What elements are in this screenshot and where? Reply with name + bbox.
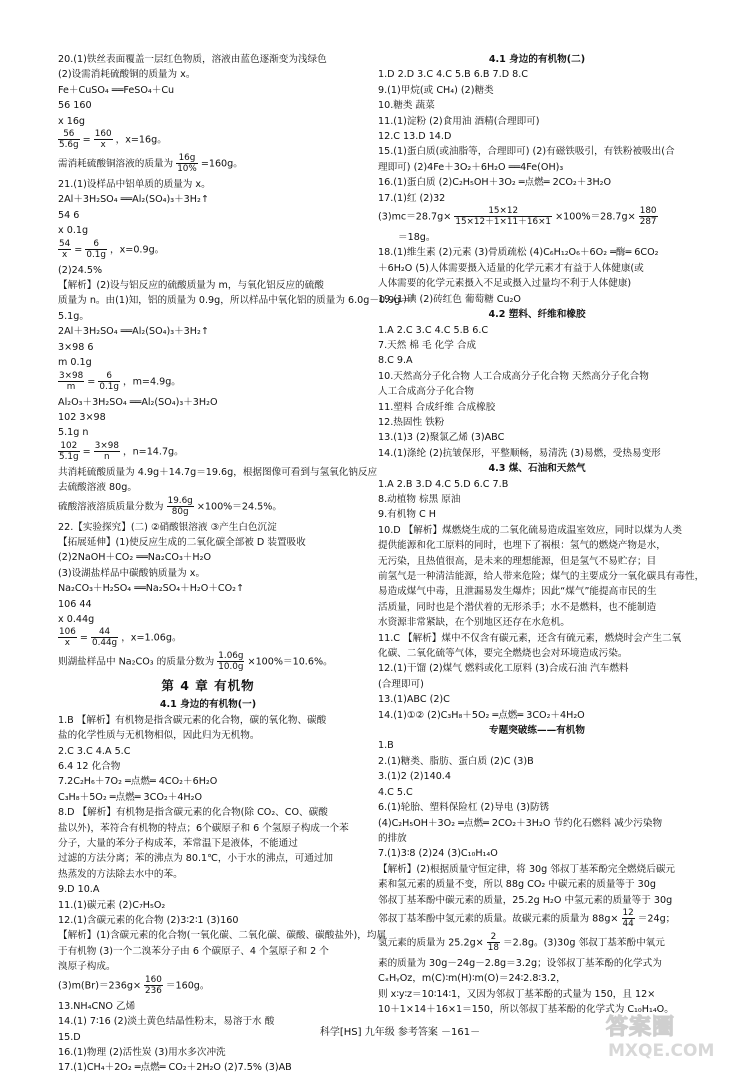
text-line: 则 x∶y∶z＝10∶14∶1，又因为邻叔丁基苯酚的式量为 150，且 12× — [378, 988, 656, 1000]
equation-line: 2Al＋3H₂SO₄ ══Al₂(SO₄)₃＋3H₂↑ — [58, 326, 209, 338]
text-line: 17.(1)红 (2)32 — [378, 192, 446, 204]
text-line: 10.天然高分子化合物 人工合成高分子化合物 天然高分子化合物 — [378, 370, 649, 382]
text-line: 12.(1)含碳元素的化合物 (2)3∶2∶1 (3)160 — [58, 915, 239, 927]
text-line: 水资源非常紧缺，在个别地区还存在水危机。 — [378, 617, 570, 629]
section-heading: 4.1 身边的有机物(一) — [159, 699, 257, 711]
text-line: 15.(1)蛋白质(或油脂等，合理即可) (2)有磁铁吸引，有铁粉被吸出(合 — [378, 146, 675, 158]
text-line: 11.(1)碳元素 (2)C₇H₅O₂ — [58, 899, 166, 911]
fraction-equation: $\frac{54}{x}$ = $\frac{6}{0.1g}$ ，x=0.9g。 — [59, 238, 165, 260]
page-footer: 科学[HS] 九年级 参考答案 －161－ — [319, 1027, 481, 1038]
text-line: 10.D 【解析】煤燃烧生成的二氧化硫易造成温室效应，同时以煤为人类 — [378, 524, 682, 536]
text-line: x 0.1g — [58, 225, 89, 237]
text-line: 7.(1)3∶8 (2)24 (3)C₁₀H₁₄O — [378, 848, 498, 860]
text-line: 11.(1)淀粉 (2)食用油 酒精(合理即可) — [378, 115, 540, 127]
equation-line: 16.(1)蛋白质 (2)C₂H₅OH＋3O₂ ═点燃═ 2CO₂＋3H₂O — [378, 177, 612, 189]
equation-line: Al₂O₃＋3H₂SO₄ ══Al₂(SO₄)₃＋3H₂O — [58, 396, 218, 408]
fraction-equation: $\frac{102}{5.1g}$ = $\frac{3\times 98}{n}$ ，n=14.7g。 — [59, 440, 184, 462]
text-line: 【拓展延伸】(1)使反应生成的二氧化碳全部被 D 装置吸收 — [58, 536, 306, 548]
equation-line: C₃H₈＋5O₂ ═点燃═ 3CO₂＋4H₂O — [58, 791, 203, 803]
text-line: CₓHᵧOz，m(C)∶m(H)∶m(O)＝24∶2.8∶3.2， — [378, 973, 566, 985]
text-line: 人体需要的化学元素摄入不足或摄入过量均不利于人体健康) — [378, 278, 632, 290]
text-line: 9.有机物 C H — [378, 509, 436, 521]
text-line: 易造成煤气中毒，且泄漏易发生爆炸；因此“煤气”能提高市民的生 — [378, 586, 657, 598]
text-line: 19.(1)碘 (2)砖红色 葡萄糖 Cu₂O — [378, 293, 521, 305]
text-line: 前氢气是一种清洁能源，给人带来危险；煤气的主要成分一氧化碳具有毒性， — [378, 571, 705, 582]
equation-line: 2Al＋3H₂SO₄ ══Al₂(SO₄)₃＋3H₂↑ — [58, 194, 209, 206]
equation-line: 17.(1)CH₄＋2O₂ ═点燃═ CO₂＋2H₂O (2)7.5% (3)AB — [58, 1062, 292, 1074]
text-line: 14.(1) 7∶16 (2)淡土黄色结晶性粉末，易溶于水 酸 — [58, 1016, 275, 1028]
watermark-logo — [602, 1010, 742, 1062]
equation-line: (2)2NaOH＋CO₂ ══Na₂CO₃＋H₂O — [58, 552, 212, 564]
text-line: 3.(1)2 (2)140.4 — [378, 771, 451, 783]
text-line: 22.【实验探究】(二) ②硝酸银溶液 ③产生白色沉淀 — [58, 521, 277, 533]
text-line: 15.D — [58, 1031, 81, 1043]
fraction-equation: 邻叔丁基苯酚中氢元素的质量。故碳元素的质量为 88g× $\frac{12}{44}$ ＝24g； — [378, 907, 676, 929]
fraction-equation: 氢元素的质量为 25.2g× $\frac{2}{18}$ ＝2.8g。(3)30g 邻叔丁基苯酚中氧元 — [378, 931, 665, 953]
equation-line: 7.2C₂H₆＋7O₂ ═点燃═ 4CO₂＋6H₂O — [58, 776, 218, 788]
text-line: 盐以外)，苯符合有机物的特点；6个碳原子和 6 个氢原子构成一个苯 — [58, 822, 349, 834]
text-line: 1.B 【解析】有机物是指含碳元素的化合物，碳的氧化物、碳酸 — [58, 714, 327, 726]
text-line: 13.(1)ABC (2)C — [378, 694, 450, 706]
text-line: 10＋1×14＋16×1＝150，所以邻叔丁基苯酚的化学式为 C₁₀H₁₄O。 — [378, 1004, 674, 1016]
text-line: 12.(1)干馏 (2)煤气 燃料或化工原料 (3)合成石油 汽车燃料 — [378, 663, 629, 675]
equation-line: Fe＋CuSO₄ ══FeSO₄＋Cu — [58, 84, 175, 96]
text-line: 共消耗硫酸质量为 4.9g＋14.7g＝19.6g，根据图像可看到与氢氧化钠反应 — [58, 466, 378, 478]
text-line: 化碳、二氧化硫等气体，要完全燃烧也会对环境造成污染。 — [378, 648, 628, 660]
text-line: m 0.1g — [58, 357, 92, 369]
section-heading: 专题突破练——有机物 — [489, 725, 585, 737]
equation-line: Na₂CO₃＋H₂SO₄ ══Na₂SO₄＋H₂O＋CO₂↑ — [58, 583, 245, 595]
text-line: (2)24.5% — [58, 264, 103, 276]
text-line: x 16g — [58, 115, 86, 127]
equation-line: (4)C₂H₅OH＋3O₂ ═点燃═ 2CO₂＋3H₂O 节约化石燃料 减少污染物 — [378, 817, 663, 829]
fraction-equation: 则湖盐样品中 Na₂CO₃ 的质量分数为 $\frac{1.06g}{10.0g}$ ×100%＝10.6%。 — [58, 651, 333, 673]
text-line: 21.(1)设样品中铝单质的质量为 x。 — [58, 179, 211, 191]
text-line: 13.NH₄CNO 乙烯 — [58, 1000, 136, 1012]
text-line: 11.C 【解析】煤中不仅含有碳元素，还含有硫元素，燃烧时会产生二氧 — [378, 632, 682, 644]
text-line: 9.(1)甲烷(或 CH₄) (2)糖类 — [378, 84, 494, 96]
text-line: 分子，大量的苯分子构成苯，苯常温下是液体，不能通过 — [58, 838, 298, 850]
text-line: 1.A 2.C 3.C 4.C 5.B 6.C — [378, 324, 489, 336]
text-line: 2.(1)糖类、脂肪、蛋白质 (2)C (3)B — [378, 755, 534, 767]
fraction-equation: $\frac{56}{5.6g}$ = $\frac{160}{x}$ ，x=16g。 — [59, 129, 167, 151]
text-line: 12.C 13.D 14.D — [378, 131, 452, 143]
chapter-heading: 第 4 章 有机物 — [161, 678, 255, 694]
text-line: 人工合成高分子化合物 — [378, 386, 474, 398]
text-line: 6.(1)轮胎、塑料保险杠 (2)导电 (3)防锈 — [378, 802, 550, 814]
text-line: (2)设需消耗硫酸铜的质量为 x。 — [58, 69, 196, 81]
text-line: 8.C 9.A — [378, 355, 413, 367]
text-line: 邻叔丁基苯酚中碳元素的质量，25.2g H₂O 中氢元素的质量等于 30g — [378, 894, 673, 906]
text-line: 盐的化学性质与无机物相似，因此归为无机物。 — [58, 730, 260, 742]
watermark-site: MXQE.COM — [608, 1041, 715, 1061]
text-line: 1.B — [378, 740, 394, 752]
text-line: 活质量，同时也是个潜伏着的无形杀手；水不是燃料，也不能制造 — [378, 601, 657, 613]
text-line: 5.1g。 — [58, 310, 89, 322]
fraction-equation: $\frac{106}{x}$ = $\frac{44}{0.44g}$ ，x=1.06g。 — [59, 627, 182, 649]
text-line: 素的质量为 30g－24g－2.8g＝3.2g；设邻叔丁基苯酚的化学式为 — [378, 957, 662, 969]
text-line: 于有机物 (3)一个二溴苯分子由 6 个碳原子、4 个氢原子和 2 个 — [58, 945, 329, 957]
text-line: 7.天然 棉 毛 化学 合成 — [378, 339, 477, 351]
text-line: 20.(1)铁丝表面覆盖一层红色物质，溶液由蓝色逐渐变为浅绿色 — [58, 54, 327, 65]
text-line: 10.糖类 蔬菜 — [378, 100, 435, 112]
text-line: ＋6H₂O (5)人体需要摄入适量的化学元素才有益于人体健康(或 — [378, 262, 644, 274]
text-line: 102 3×98 — [58, 411, 106, 423]
text-line: (合理即可) — [378, 678, 424, 690]
section-heading: 4.3 煤、石油和天然气 — [488, 463, 586, 475]
section-heading: 4.2 塑料、纤维和橡胶 — [488, 309, 586, 321]
right-column — [378, 52, 705, 1018]
text-line: 5.1g n — [58, 427, 89, 439]
text-line: 去硫酸溶液 80g。 — [58, 482, 137, 494]
text-line: ＝18g。 — [398, 232, 436, 244]
text-line: 8.动植物 棕黑 原油 — [378, 493, 461, 505]
text-line: (3)设湖盐样品中碳酸钠质量为 x。 — [58, 567, 206, 579]
section-heading: 4.1 身边的有机物(二) — [488, 54, 586, 65]
text-line: 1.A 2.B 3.D 4.C 5.D 6.C 7.B — [378, 478, 509, 490]
text-line: 16.(1)物理 (2)活性炭 (3)用水多次冲洗 — [58, 1046, 226, 1058]
equation-line: 14.(1)①② (2)C₃H₈＋5O₂ ═点燃═ 3CO₂＋4H₂O — [378, 709, 585, 721]
text-line: 8.D 【解析】有机物是指含碳元素的化合物(除 CO₂、CO、碳酸 — [58, 807, 328, 819]
fraction-equation: (3)m(Br)＝236g× $\frac{160}{236}$ ＝160g。 — [58, 974, 210, 996]
text-line: 56 160 — [58, 100, 92, 112]
fraction-equation: 需消耗硫酸铜溶液的质量为 $\frac{16g}{10\%}$ =160g。 — [58, 153, 243, 175]
text-line: x 0.44g — [58, 613, 95, 625]
text-line: 6.4 12 化合物 — [58, 761, 121, 772]
text-line: 54 6 — [58, 209, 80, 221]
text-line: 12.热固性 铁粉 — [378, 416, 445, 428]
text-line: 无污染，且热值很高，是未来的理想能源，但是氢气不易贮存；目 — [378, 555, 657, 567]
text-line: 9.D 10.A — [58, 884, 100, 896]
text-line: 质量为 n。由(1)知，铝的质量为 0.9g，所以样品中氧化铝的质量为 6.0g－0.9g＝ — [58, 295, 410, 307]
text-line: 过滤的方法分离；苯的沸点为 80.1℃，小于水的沸点，可通过加 — [58, 853, 334, 865]
fraction-equation: $\frac{3\times 98}{m}$ = $\frac{6}{0.1g}$ ，m=4.9g。 — [59, 370, 181, 392]
text-line: 3×98 6 — [58, 341, 94, 353]
text-line: 4.C 5.C — [378, 786, 413, 798]
text-line: 提供能源和化工原料的同时，也埋下了祸根：氢气的燃烧产物是水， — [378, 540, 666, 552]
text-line: 106 44 — [58, 598, 92, 610]
text-line: 的排放 — [378, 832, 407, 844]
text-line: 【解析】(1)含碳元素的化合物(一氧化碳、二氧化碳、碳酸、碳酸盐外)，均属 — [58, 930, 387, 942]
text-line: 14.(1)涤纶 (2)抗皱保形，平整顺畅，易清洗 (3)易燃，受热易变形 — [378, 447, 661, 459]
text-line: 【解析】(2)根据质量守恒定律，将 30g 邻叔丁基苯酚完全燃烧后碳元 — [378, 863, 676, 875]
equation-line: 理即可) (2)4Fe＋3O₂＋6H₂O ══4Fe(OH)₃ — [378, 161, 564, 173]
text-line: 溴原子构成。 — [58, 961, 116, 973]
text-line: 1.D 2.D 3.C 4.C 5.B 6.B 7.D 8.C — [378, 69, 528, 81]
fraction-equation: (3)mc＝28.7g× $\frac{15\times 12}{15\times 12+1\times 11+16\times 1}$ ×100%＝28.7g× $\frac{180}{287}$ — [378, 206, 657, 228]
text-line: 【解析】(2)设与铝反应的硫酸质量为 m，与氧化铝反应的硫酸 — [58, 280, 324, 292]
text-line: 11.塑料 合成纤维 合成橡胶 — [378, 401, 496, 413]
text-line: 2.C 3.C 4.A 5.C — [58, 745, 131, 757]
text-line: 热蒸发的方法除去水中的苯。 — [58, 868, 183, 880]
fraction-equation: 硫酸溶液溶质质量分数为 $\frac{19.6g}{80g}$ ×100%＝24.5%。 — [58, 495, 282, 517]
text-line: 素和氢元素的质量不变，所以 88g CO₂ 中碳元素的质量等于 30g — [378, 879, 656, 891]
text-line: 18.(1)维生素 (2)元素 (3)骨质疏松 (4)C₆H₁₂O₆＋6O₂ ═酶═ 6CO₂ — [378, 247, 659, 259]
watermark-title: 答案圈 — [606, 1015, 676, 1040]
text-line: 13.(1)3 (2)聚氯乙烯 (3)ABC — [378, 432, 505, 444]
